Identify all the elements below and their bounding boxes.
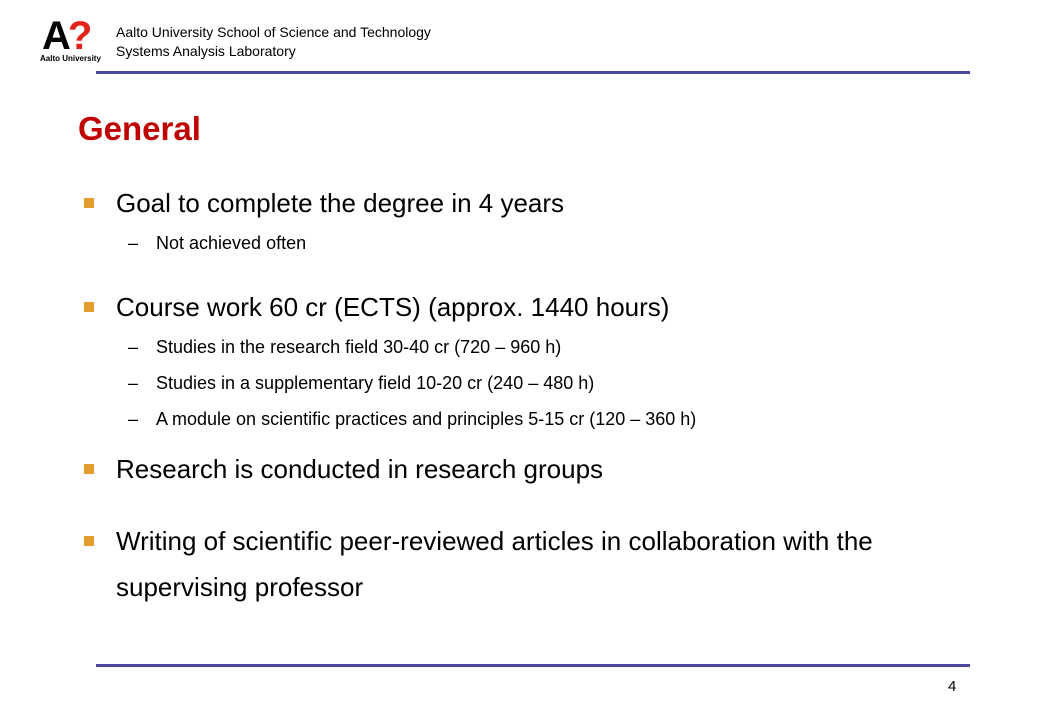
sub-bullet-item: [80, 370, 1010, 396]
header-text: [116, 23, 431, 61]
sub-bullet-text: Studies in a supplementary field 10-20 cr (240 – 480 h): [156, 373, 595, 393]
bullet-text: Goal to complete the degree in 4 years: [116, 188, 565, 218]
page-number: 4: [948, 678, 957, 695]
sub-bullet-text: Not achieved often: [156, 233, 307, 253]
footer-divider: [96, 664, 970, 667]
header-divider: [96, 71, 970, 74]
dash-bullet: –: [128, 373, 139, 393]
bullet-item: [80, 446, 1010, 492]
bullet-text: Research is conducted in research groups: [116, 454, 604, 484]
header-line-lab: Systems Analysis Laboratory: [116, 43, 296, 59]
dash-bullet: –: [128, 233, 139, 253]
aalto-logo: [40, 16, 104, 68]
square-bullet-icon: [84, 198, 94, 208]
sub-bullet-item: [80, 230, 1010, 256]
sub-bullet-text: Studies in the research field 30-40 cr (720 – 960 h): [156, 337, 562, 357]
header-line-school: Aalto University School of Science and Technology: [116, 24, 431, 40]
bullet-item: [80, 180, 1010, 226]
square-bullet-icon: [84, 302, 94, 312]
logo-caption: Aalto University: [40, 54, 101, 63]
bullet-item: [80, 284, 1010, 330]
dash-bullet: –: [128, 409, 139, 429]
logo-mark: [42, 16, 89, 56]
bullet-item: [80, 518, 1010, 610]
logo-letter: A: [42, 14, 68, 58]
square-bullet-icon: [84, 536, 94, 546]
dash-bullet: –: [128, 337, 139, 357]
slide-title: General: [78, 110, 201, 147]
sub-bullet-text: A module on scientific practices and principles 5-15 cr (120 – 360 h): [156, 409, 697, 429]
logo-question-mark: ?: [67, 14, 90, 58]
slide-content: [80, 180, 1010, 610]
bullet-text: Course work 60 cr (ECTS) (approx. 1440 hours): [116, 292, 670, 322]
sub-bullet-item: [80, 334, 1010, 360]
sub-bullet-item: [80, 406, 1010, 432]
square-bullet-icon: [84, 464, 94, 474]
bullet-text: Writing of scientific peer-reviewed articles in collaboration with the supervising professor: [116, 526, 873, 602]
